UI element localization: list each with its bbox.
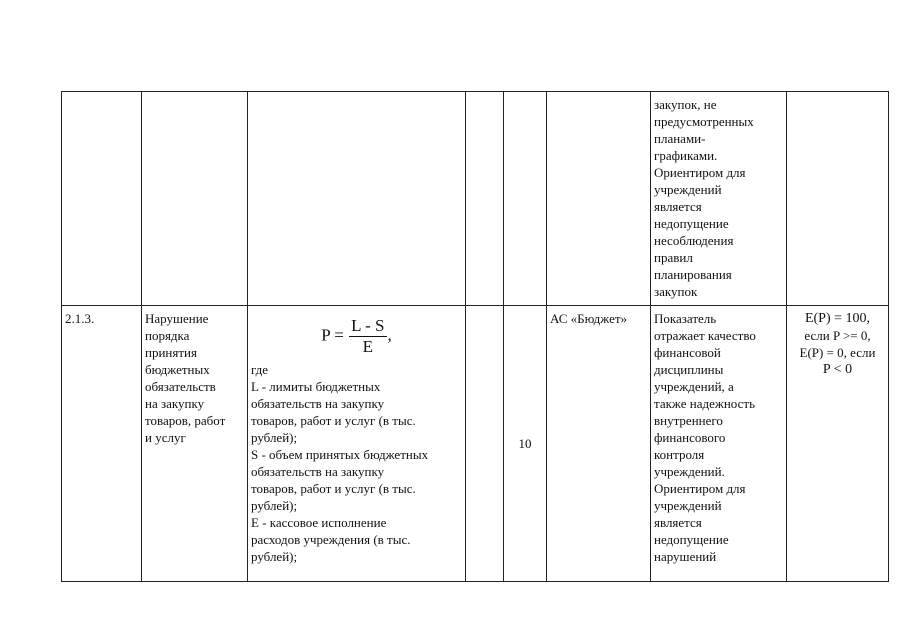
formula-legend: где L - лимиты бюджетных обязательств на закупку товаров, работ и услуг (в тыс. рублей); S - объем принятых бюджетных обязательств на закупку товаров, работ и услуг (в тыс. рублей); E - кассовое исполнение расходов учреждения (в тыс. рублей);	[251, 362, 429, 564]
empty-cell	[466, 306, 504, 582]
formula-denominator: E	[362, 337, 374, 356]
source-cell	[547, 92, 651, 306]
indicator-name: Нарушение порядка принятия бюджетных обязательств на закупку товаров, работ и услуг	[145, 311, 226, 445]
number-cell	[62, 306, 142, 582]
description-cell	[651, 306, 787, 582]
weight-cell	[504, 92, 547, 306]
name-cell	[142, 306, 248, 582]
description-text: Показатель отражает качество финансовой дисциплины учреждений, а также надежность внутреннего финансового контроля учреждений. Ориентиром для учреждений является недопущение нарушений	[654, 311, 756, 564]
formula-lhs: P =	[321, 325, 344, 345]
indicator-table	[61, 91, 889, 582]
criteria-line: E(P) = 100,	[804, 311, 871, 326]
criteria-line: E(P) = 0, если	[799, 345, 876, 360]
source-cell	[547, 306, 651, 582]
description-cell	[651, 92, 787, 306]
empty-cell	[466, 92, 504, 306]
table-row	[62, 306, 889, 582]
criteria-cell	[787, 306, 889, 582]
description-text: закупок, не предусмотренных планами- графиками. Ориентиром для учреждений является недопущение несоблюдения правил планирования закупок	[654, 97, 754, 299]
criteria-cell	[787, 92, 889, 306]
table-row	[62, 92, 889, 306]
weight-cell	[504, 306, 547, 582]
formula-fraction	[349, 316, 386, 357]
data-source: АС «Бюджет»	[550, 311, 628, 326]
indicator-weight: 10	[518, 436, 532, 451]
formula-cell	[248, 306, 466, 582]
name-cell	[142, 92, 248, 306]
formula-numerator: L - S	[351, 316, 385, 335]
criteria-line: если P >= 0,	[804, 328, 871, 343]
criteria-line: P < 0	[822, 362, 853, 377]
formula	[251, 316, 462, 357]
number-cell	[62, 92, 142, 306]
formula-cell	[248, 92, 466, 306]
formula-tail: ,	[387, 325, 392, 345]
indicator-number: 2.1.3.	[65, 311, 95, 326]
